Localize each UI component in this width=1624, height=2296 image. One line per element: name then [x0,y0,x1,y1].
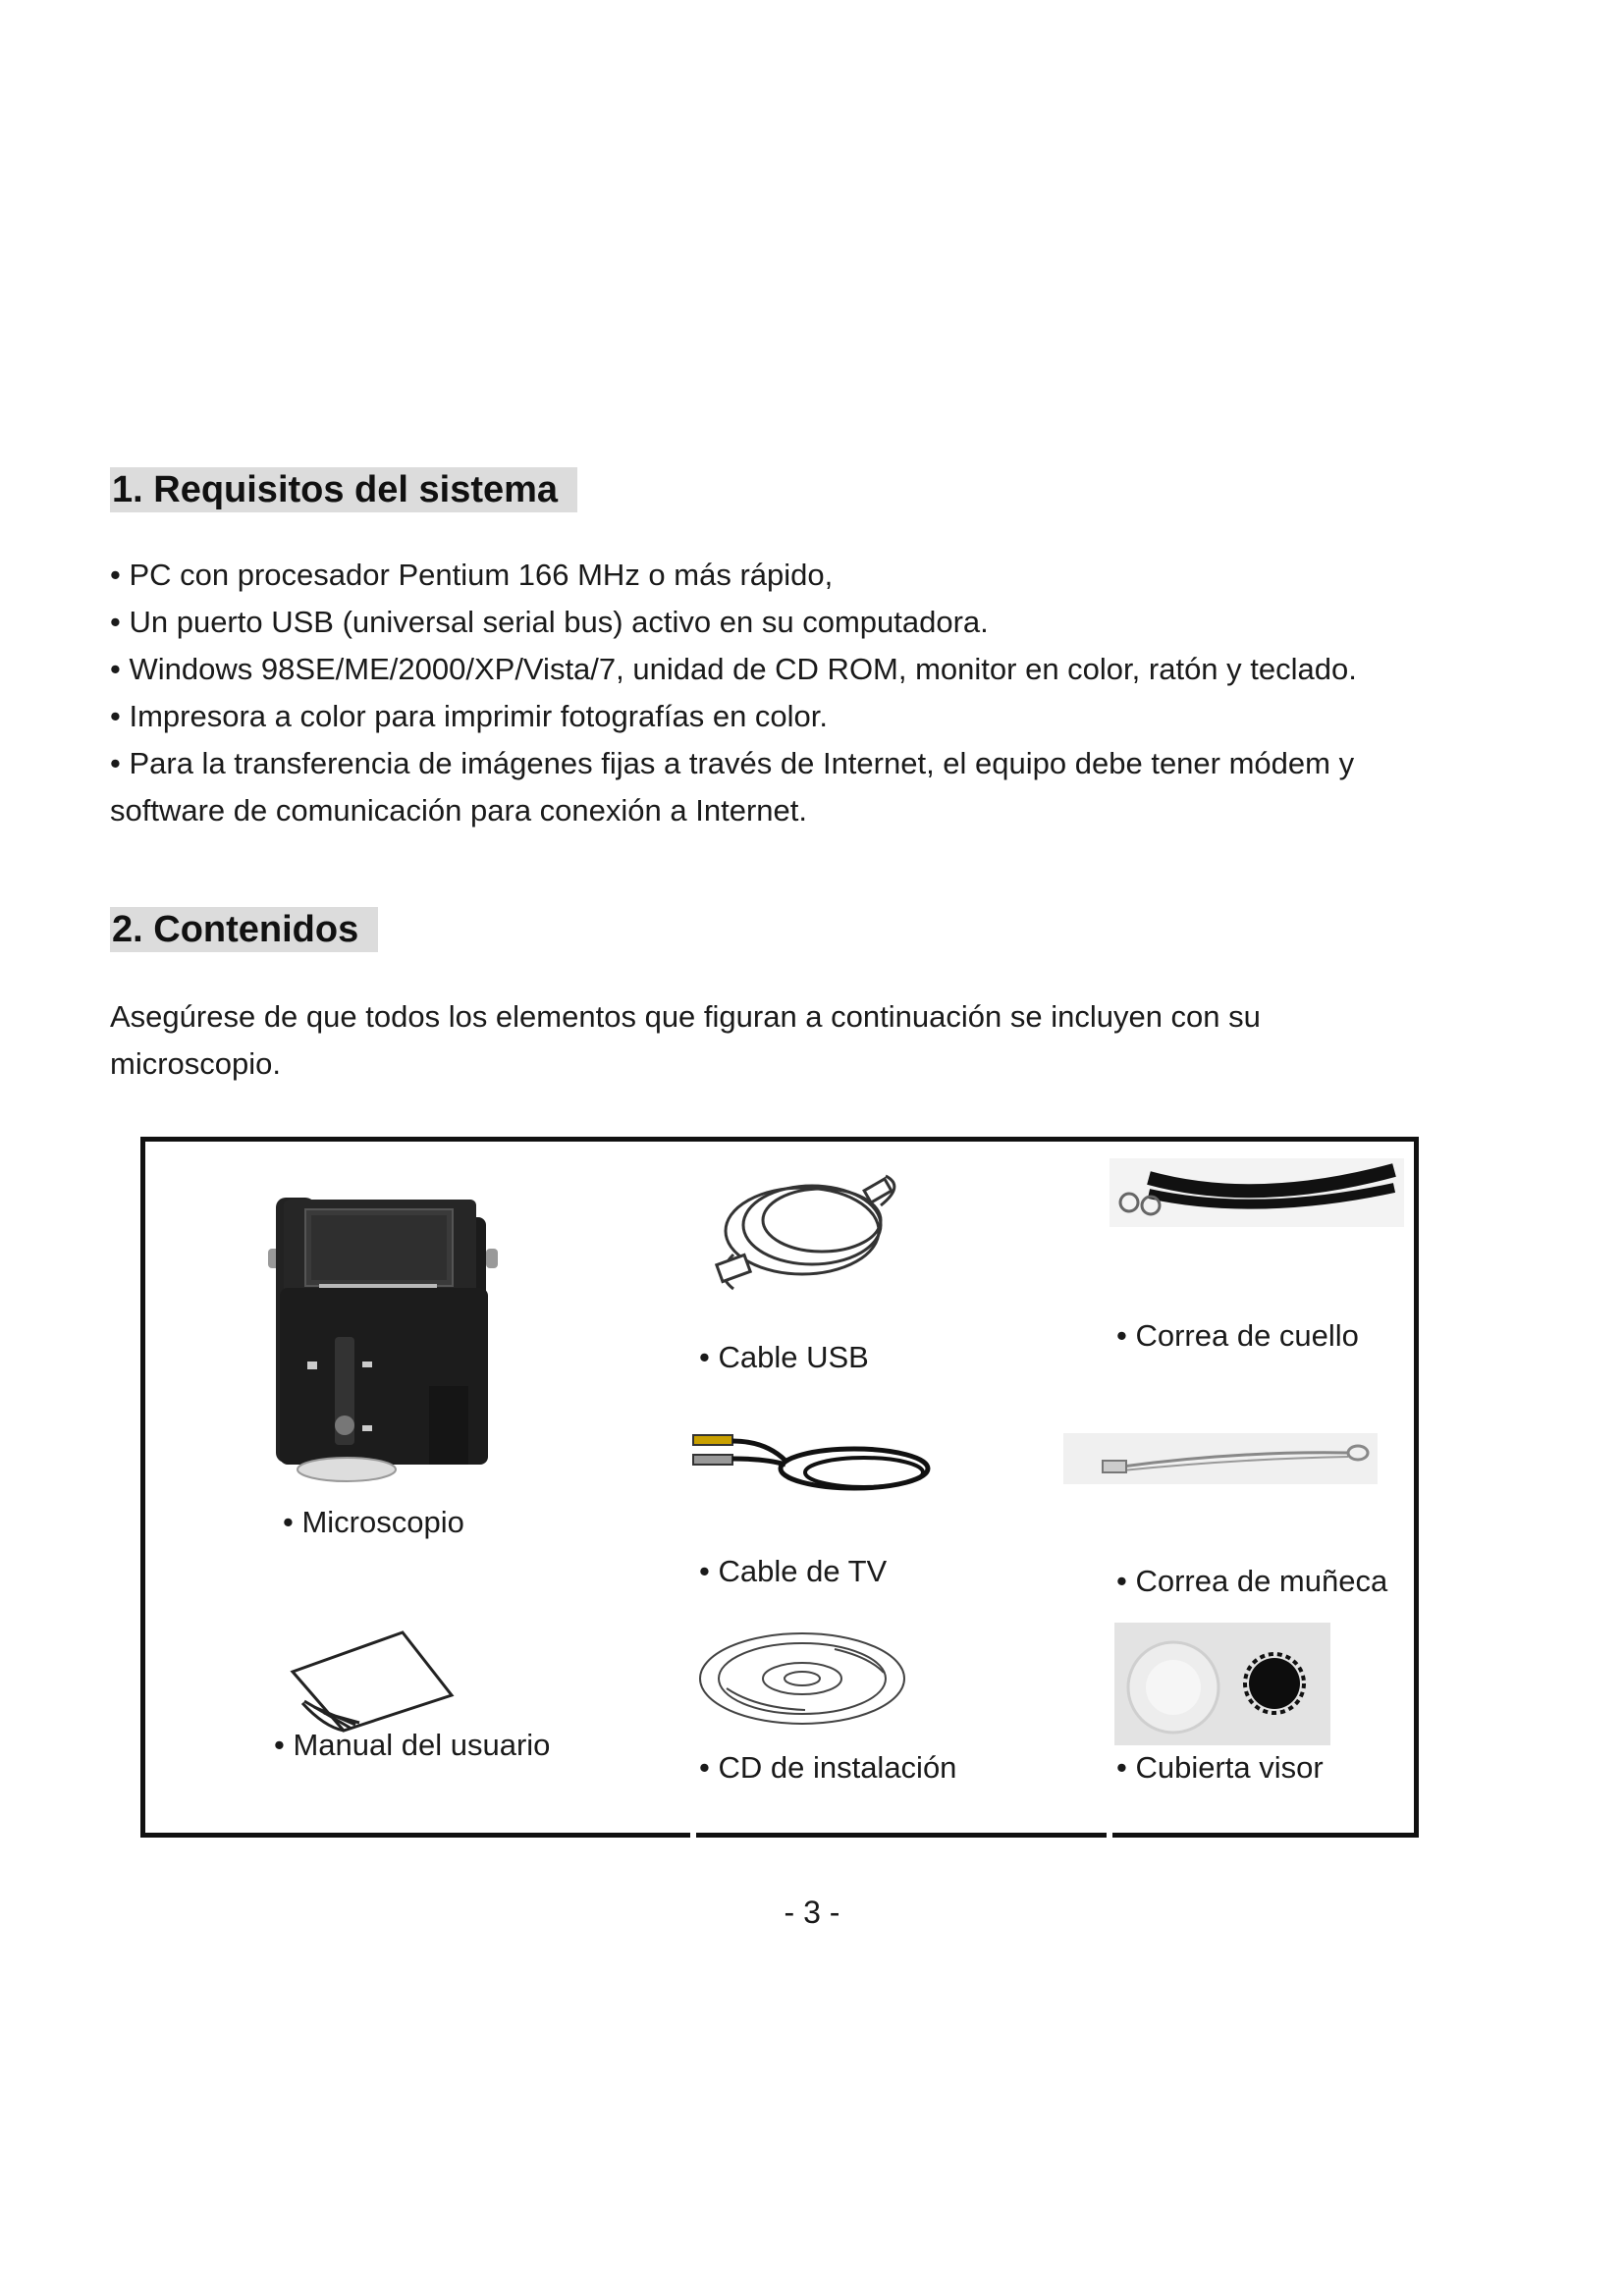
requirement-line: • PC con procesador Pentium 166 MHz o más rápido, [110,558,834,592]
requirement-line: • Para la transferencia de imágenes fijas a través de Internet, el equipo debe tener módem y [110,746,1355,780]
requirement-line: software de comunicación para conexión a Internet. [110,793,807,828]
requirement-line: • Un puerto USB (universal serial bus) activo en su computadora. [110,605,989,639]
requirements-list [110,552,1524,834]
eyepiece-cover-icon [1114,1623,1330,1745]
item-label: • Cubierta visor [1116,1750,1324,1785]
section-title-contents: 2. Contenidos [110,907,378,952]
item-label: • Cable de TV [699,1554,888,1588]
item-label: • Cable USB [699,1340,869,1374]
usb-cable-icon [694,1166,910,1304]
contents-intro [110,993,1416,1088]
page-number: - 3 - [784,1895,840,1930]
requirement-line: • Impresora a color para imprimir fotografías en color. [110,699,829,733]
item-label: • Correa de muñeca [1116,1564,1388,1598]
wrist-strap-icon [1063,1433,1378,1484]
intro-line: Asegúrese de que todos los elementos que figuran a continuación se incluyen con su [110,999,1261,1034]
item-label: • Microscopio [283,1505,464,1539]
microscope-icon [260,1190,501,1484]
item-label: • Correa de cuello [1116,1318,1359,1353]
box-divider-gap [690,1832,696,1840]
manual-icon [285,1625,471,1733]
item-label: • Manual del usuario [274,1728,551,1762]
tv-cable-icon [687,1421,943,1500]
intro-line: microscopio. [110,1046,281,1081]
item-label: • CD de instalación [699,1750,957,1785]
box-divider-gap [1107,1832,1112,1840]
section-title-requirements: 1. Requisitos del sistema [110,467,577,512]
neck-strap-icon [1110,1158,1404,1227]
requirement-line: • Windows 98SE/ME/2000/XP/Vista/7, unidad de CD ROM, monitor en color, ratón y teclado. [110,652,1357,686]
cd-icon [697,1629,908,1728]
